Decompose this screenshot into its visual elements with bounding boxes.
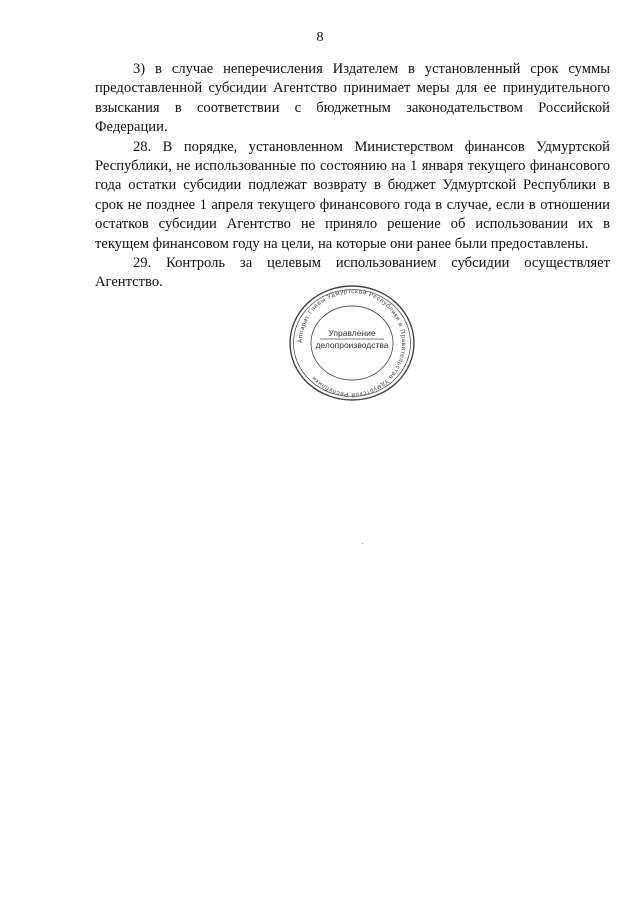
seal-line-2: делопроизводства: [315, 340, 389, 350]
seal-graphic: [287, 283, 417, 403]
page-number: 8: [316, 30, 324, 45]
seal-ring-text: Аппарат Главы Удмуртской Республики и Правительства Удмуртской Республики: [296, 287, 408, 399]
paragraph-28: 28. В порядке, установленном Министерством финансов Удмуртской Республики, не использованные по состоянию на 1 января текущего финансового года остатки субсидии подлежат возврату в бюджет Удмуртской Республики в срок не позднее 1 апреля текущего финансового года в случае, если в отношении остатков субсидии Агентство не приняло решение об использовании их в текущем финансовом году на цели, на которые они ранее были предоставлены.: [95, 138, 610, 252]
document-body: [95, 60, 610, 293]
official-seal-stamp: [287, 283, 417, 403]
paragraph-29: 29. Контроль за целевым использованием субсидии осуществляет Агентство.: [95, 255, 610, 291]
seal-line-1: Управление: [328, 328, 376, 338]
scan-speck: [362, 543, 363, 544]
paragraph-subitem-3: 3) в случае неперечисления Издателем в установленный срок суммы предоставленной субсидии Агентство принимает меры для ее принудительного взыскания в соответствии с бюджетным законодательством Российской Федерации.: [95, 61, 610, 136]
